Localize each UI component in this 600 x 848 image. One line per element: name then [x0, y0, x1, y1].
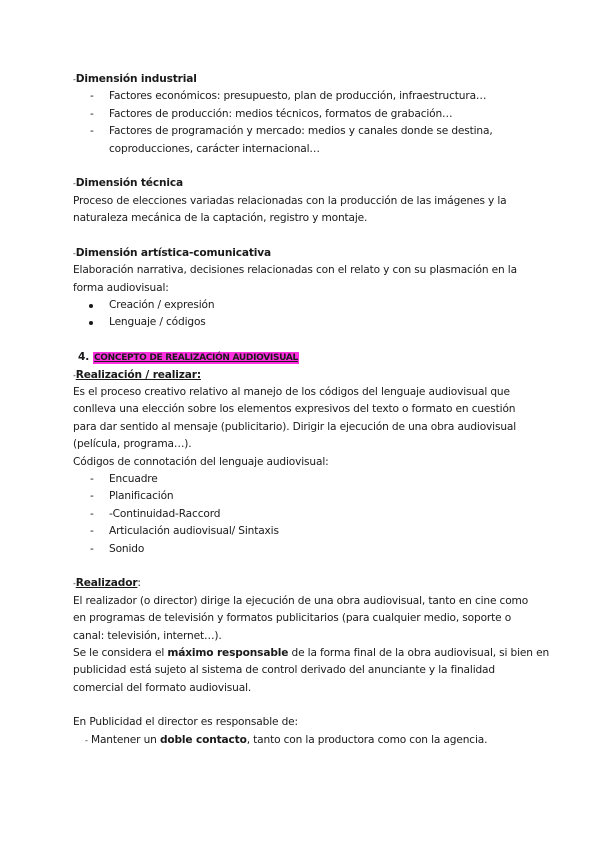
heading-industrial [73, 71, 518, 88]
paragraph-line: publicidad está sujeto al sistema de control derivado del anunciante y la finalidad [73, 664, 495, 677]
paragraph-line: En Publicidad el director es responsable de: [73, 716, 298, 729]
paragraph-line: Proceso de elecciones variadas relacionadas con la producción de las imágenes y la [73, 194, 507, 207]
paragraph-line: (película, programa…). [73, 438, 192, 451]
heading-artistica [73, 245, 518, 262]
list-item: - Factores de programación y mercado: medios y canales donde se destina, [90, 125, 493, 138]
paragraph-line: comercial del formato audiovisual. [73, 681, 252, 694]
heading-realizacion [73, 367, 518, 384]
list-item: - Sonido [90, 542, 145, 555]
paragraph-line: Es el proceso creativo relativo al manejo de los códigos del lenguaje audiovisual que [73, 386, 510, 399]
heading-text: Dimensión artística-comunicativa [75, 246, 271, 259]
paragraph-line: Códigos de connotación del lenguaje audiovisual: [73, 455, 329, 468]
list-item: - Articulación audiovisual/ Sintaxis [90, 525, 279, 538]
heading-text: Realizador [75, 577, 138, 590]
paragraph-line: en programas de televisión y formatos publicitarios (para cualquier medio, soporte o [73, 612, 512, 625]
paragraph-line: Elaboración narrativa, decisiones relacionadas con el relato y con su plasmación en la [73, 264, 517, 277]
list-item: - Planificación [90, 490, 174, 503]
document-page [73, 71, 550, 749]
heading-text: Dimensión industrial [75, 73, 197, 85]
paragraph-line: canal: televisión, internet…). [73, 629, 222, 642]
section-heading [73, 349, 518, 366]
paragraph-line: Se le considera el máximo responsable de la forma final de la obra audiovisual, si bien en [73, 646, 550, 659]
heading-marker: - [73, 248, 76, 258]
heading-marker: - [73, 179, 76, 189]
section-title-highlight: CONCEPTO DE REALIZACIÓN AUDIOVISUAL [94, 353, 298, 364]
paragraph-line: para dar sentido al mensaje (publicitario). Dirigir la ejecución de una obra audiovisual [73, 420, 517, 433]
bullet-icon [89, 304, 93, 308]
list-item: - Encuadre [90, 472, 158, 485]
emphasis-text: máximo responsable [167, 646, 289, 659]
heading-text: Realización / realizar: [75, 368, 201, 381]
list-item: - Mantener un doble contacto, tanto con la productora como con la agencia. [85, 733, 488, 746]
emphasis-text: doble contacto [159, 733, 247, 746]
list-item: - Factores de producción: medios técnicos, formatos de grabación… [90, 107, 453, 120]
bullet-icon [89, 321, 93, 325]
paragraph-line: forma audiovisual: [73, 281, 169, 294]
heading-marker: - [73, 75, 76, 84]
section-number: 4. [78, 351, 90, 364]
heading-realizador: -Realizador: [73, 577, 141, 590]
paragraph-line: El realizador (o director) dirige la ejecución de una obra audiovisual, tanto en cine como [73, 594, 529, 607]
heading-marker: - [73, 370, 76, 380]
paragraph-line: naturaleza mecánica de la captación, registro y montaje. [73, 212, 368, 225]
bullet-item: Lenguaje / códigos [73, 314, 518, 331]
list-item: - Factores económicos: presupuesto, plan de producción, infraestructura… [90, 90, 487, 103]
paragraph-line: conlleva una elección sobre los elementos expresivos del texto o formato en cuestión [73, 403, 516, 416]
list-item-continuation: coproducciones, carácter internacional… [109, 142, 320, 155]
heading-marker: - [73, 579, 76, 589]
heading-text: Dimensión técnica [75, 177, 183, 190]
list-item: - -Continuidad-Raccord [90, 507, 221, 520]
bullet-item: Creación / expresión [73, 297, 518, 314]
heading-tecnica [73, 175, 518, 192]
